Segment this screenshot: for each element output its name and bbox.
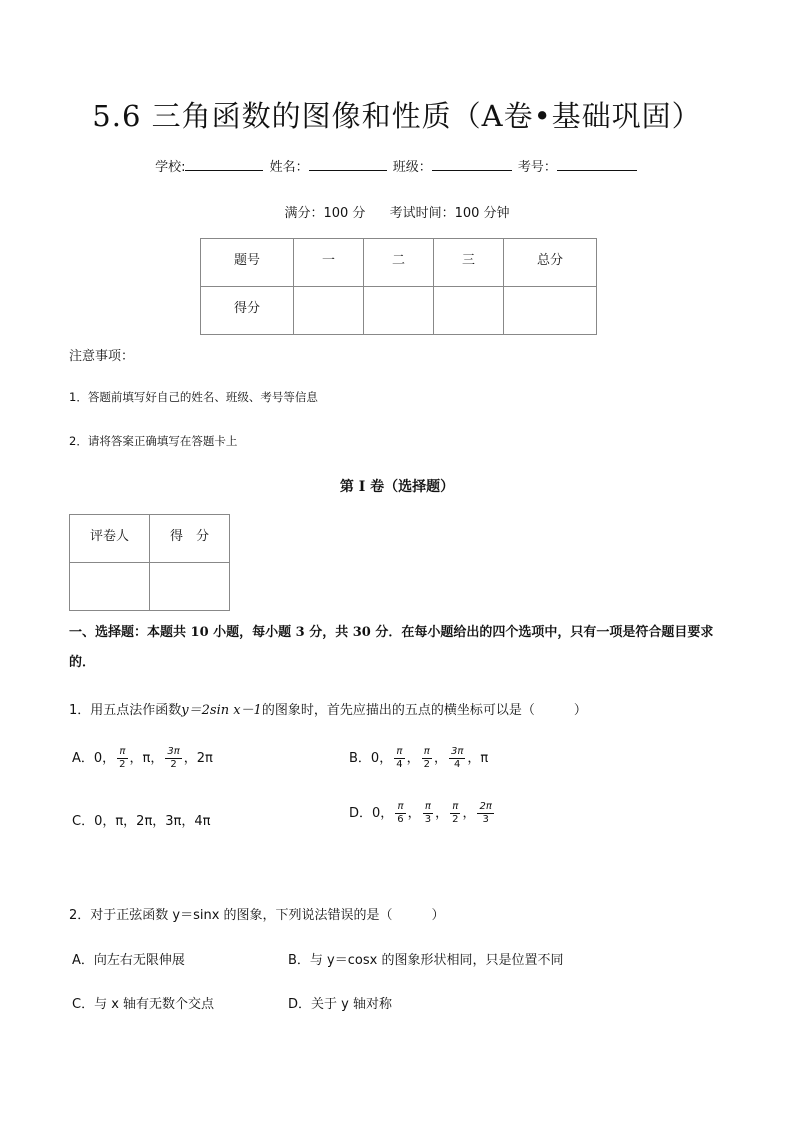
score-cell[interactable] bbox=[364, 287, 434, 335]
q1-option-d[interactable]: D．0， $\frac{\pi}{6}$ ， $\frac{\pi}{3}$ ， $\frac{\pi}{2}$ ， $\frac{2\pi}{3}$ bbox=[349, 801, 492, 825]
q1-stem-prefix: 1．用五点法作函数 bbox=[69, 703, 182, 718]
part-one-instructions: 一、选择题：本题共 10 小题，每小题 3 分，共 30 分．在每小题给出的四个选项中，只有一项是符合题目要求的． bbox=[69, 625, 714, 670]
number-label: 考号： bbox=[517, 160, 557, 175]
score-row-label: 得分 bbox=[201, 287, 294, 335]
frac-denominator: 4 bbox=[396, 759, 403, 770]
grader-score-cell[interactable] bbox=[150, 563, 230, 611]
class-blank[interactable] bbox=[432, 157, 512, 171]
school-blank[interactable] bbox=[185, 157, 263, 171]
q1-a-tail: ，2π bbox=[183, 751, 213, 766]
frac-denominator: 6 bbox=[397, 814, 404, 825]
q1-d-fraction-2 bbox=[423, 801, 433, 826]
q1-a-fraction-1 bbox=[117, 746, 127, 771]
frac-denominator: 2 bbox=[119, 759, 126, 770]
q1-d-fraction-1 bbox=[395, 801, 405, 826]
score-header-two: 二 bbox=[364, 239, 434, 287]
q1-d-label: D．0， bbox=[349, 806, 394, 821]
frac-numerator: π bbox=[394, 746, 404, 759]
frac-numerator: 2π bbox=[479, 801, 492, 812]
q1-b-fraction-1 bbox=[394, 746, 404, 771]
student-info-line bbox=[0, 156, 794, 175]
frac-numerator: π bbox=[117, 746, 127, 759]
score-table bbox=[200, 238, 597, 335]
full-score: 满分：100 分 bbox=[284, 206, 366, 221]
q1-b-fraction-3 bbox=[449, 746, 465, 771]
score-cell[interactable] bbox=[294, 287, 364, 335]
frac-numerator: π bbox=[395, 801, 405, 814]
q1-a-label: A．0， bbox=[72, 751, 116, 766]
grader-table bbox=[69, 514, 230, 611]
class-label: 班级： bbox=[392, 160, 432, 175]
q1-d-fraction-4 bbox=[477, 801, 493, 826]
q1-option-a[interactable] bbox=[72, 746, 213, 771]
q1-b-fraction-2 bbox=[422, 746, 432, 771]
grader-header: 评卷人 bbox=[70, 515, 150, 563]
frac-numerator: 3π bbox=[167, 746, 180, 757]
note-item-2: 2．请将答案正确填写在答题卡上 bbox=[69, 434, 238, 448]
q1-option-b[interactable]: B．0， $\frac{\pi}{4}$ ， $\frac{\pi}{2}$ ， $\frac{3\pi}{4}$ ，π bbox=[349, 746, 489, 770]
score-header-total: 总分 bbox=[504, 239, 597, 287]
score-cell[interactable] bbox=[434, 287, 504, 335]
q2-option-c[interactable]: C．与 x 轴有无数个交点 bbox=[72, 997, 215, 1012]
q2-option-b[interactable]: B．与 y＝cosx 的图象形状相同，只是位置不同 bbox=[288, 953, 564, 968]
q2-option-a[interactable]: A．向左右无限伸展 bbox=[72, 953, 185, 968]
school-label: 学校: bbox=[155, 160, 186, 175]
q1-stem-suffix: 的图象时，首先应描出的五点的横坐标可以是（ ） bbox=[261, 703, 587, 718]
score-header-three: 三 bbox=[434, 239, 504, 287]
frac-denominator: 2 bbox=[452, 814, 459, 825]
frac-denominator: 3 bbox=[482, 814, 489, 825]
name-blank[interactable] bbox=[309, 157, 387, 171]
score-header-one: 一 bbox=[294, 239, 364, 287]
frac-denominator: 4 bbox=[453, 759, 461, 770]
frac-denominator: 2 bbox=[423, 759, 430, 770]
score-cell[interactable] bbox=[504, 287, 597, 335]
notes-heading: 注意事项： bbox=[69, 349, 135, 364]
score-time-line bbox=[0, 202, 794, 221]
q1-d-fraction-3 bbox=[450, 801, 460, 826]
q1-a-mid: ，π， bbox=[129, 751, 164, 766]
q1-option-c[interactable]: C．0，π，2π，3π，4π bbox=[72, 814, 211, 829]
number-blank[interactable] bbox=[557, 157, 637, 171]
name-label: 姓名： bbox=[269, 160, 309, 175]
frac-numerator: π bbox=[422, 746, 432, 759]
question-1-stem bbox=[69, 699, 587, 718]
question-2-stem: 2．对于正弦函数 y＝sinx 的图象，下列说法错误的是（ ） bbox=[69, 908, 445, 923]
page-title: 5.6 三角函数的图像和性质（A卷•基础巩固） bbox=[92, 99, 702, 133]
frac-numerator: π bbox=[423, 801, 433, 814]
section-title: 第 I 卷（选择题） bbox=[339, 479, 455, 495]
grader-cell[interactable] bbox=[70, 563, 150, 611]
frac-numerator: 3π bbox=[450, 746, 464, 757]
grader-score-header: 得 分 bbox=[150, 515, 230, 563]
frac-denominator: 3 bbox=[424, 814, 432, 825]
q1-function: y＝2sin x－1 bbox=[181, 703, 262, 718]
q2-option-d[interactable]: D．关于 y 轴对称 bbox=[288, 997, 392, 1012]
score-header-number: 题号 bbox=[201, 239, 294, 287]
frac-numerator: π bbox=[450, 801, 460, 814]
exam-time: 考试时间：100 分钟 bbox=[389, 206, 510, 221]
q1-b-label: B．0， bbox=[349, 751, 393, 766]
q1-a-fraction-2 bbox=[165, 746, 181, 771]
q1-b-tail: ，π bbox=[467, 751, 489, 766]
note-item-1: 1．答题前填写好自己的姓名、班级、考号等信息 bbox=[69, 390, 318, 404]
frac-denominator: 2 bbox=[170, 759, 177, 770]
